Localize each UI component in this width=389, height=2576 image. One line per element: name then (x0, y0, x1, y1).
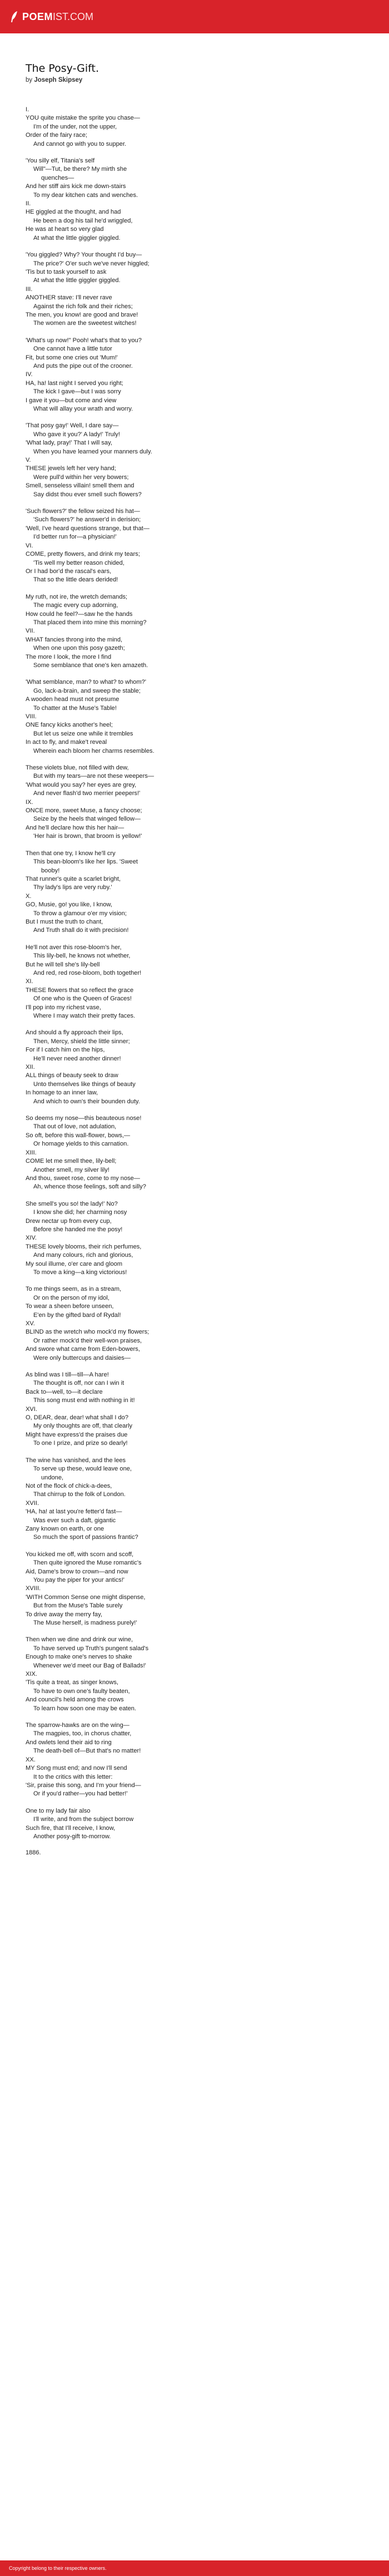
poem-line: 'You giggled? Why? Your thought I'd buy— (26, 251, 142, 259)
poem-line: At what the little giggler giggled. (33, 277, 121, 284)
poem-line: It to the critics with this letter: (33, 1773, 113, 1780)
poem-stanza (26, 1114, 363, 1192)
poem-line: That placed them into mine this morning? (33, 619, 147, 626)
poem-line: BLIND as the wretch who mock'd my flowers; (26, 1329, 149, 1336)
site-footer (0, 2560, 389, 2576)
poem-line: And cannot go with you to supper. (33, 140, 127, 147)
poem-line: To learn how soon one may be eaten. (33, 1705, 137, 1712)
poem-line: Go, lack-a-brain, and sweep the stable; (33, 687, 141, 694)
poem-line: One cannot have a little tutor (33, 346, 112, 353)
poem-line: To serve up these, would leave one, (33, 1465, 132, 1473)
poem-line: Fit, but some one cries out 'Mum!' (26, 354, 118, 361)
poem-line: The women are the sweetest witches! (33, 320, 137, 327)
poem-line: XVII. (26, 1499, 39, 1507)
poem-stanza (26, 764, 363, 841)
poem-line: Seize by the heels that winged fellow— (33, 816, 141, 823)
poem-line: Another posy-gift to-morrow. (33, 1833, 111, 1840)
poem-line: The magic every cup adorning, (33, 602, 118, 609)
poem-stanza (26, 1200, 363, 1277)
poem-line: XV. (26, 1320, 35, 1327)
poem-line: XVI. (26, 1405, 37, 1413)
poem-line: booby! (41, 867, 60, 874)
poem-line: I'm of the under, not the upper, (33, 123, 117, 130)
poem-line: I'll pop into my richest vase, (26, 1004, 101, 1011)
poem-line: What will allay your wrath and worry. (33, 406, 133, 412)
poem-line: Such fire, that I'll receive, I know, (26, 1824, 116, 1832)
poem-line: You pay the piper for your antics!' (33, 1576, 124, 1583)
poem-line: And thou, sweet rose, come to my nose— (26, 1175, 140, 1182)
poem-line: THESE flowers that so reflect the grace (26, 986, 134, 994)
poem-line: 'Such flowers?' he answer'd in derision; (33, 516, 141, 524)
poem-line: II. (26, 200, 31, 208)
poem-line: To one I prize, and prize so dearly! (33, 1440, 128, 1447)
poem-line: To drive away the merry fay, (26, 1611, 102, 1618)
poem-line: 'What semblance, man? to what? to whom?' (26, 679, 146, 686)
poem-stanza (26, 1457, 363, 1542)
poem-line: But let us seize one while it trembles (33, 730, 133, 737)
poem-line: Who gave it you?' A lady!' Truly! (33, 431, 120, 438)
poem-line: Was ever such a daft, gigantic (33, 1517, 116, 1524)
poem-line: I gave it you—but come and view (26, 397, 117, 404)
poem-line: Back to—well, to—it declare (26, 1388, 103, 1395)
poem-line: 'Well, I've heard questions strange, but that— (26, 525, 149, 532)
poem-line: IX. (26, 798, 33, 806)
poem-line: At what the little giggler giggled. (33, 234, 121, 241)
poem-line: To chatter at the Muse's Table! (33, 704, 117, 712)
poem-line: Might have express'd the praises due (26, 1431, 128, 1438)
poem-line: VI. (26, 542, 33, 549)
poem-line: Before she handed me the posy! (33, 1226, 123, 1233)
by-label: by (26, 77, 33, 83)
poem-line: The kick I gave—but I was sorry (33, 388, 121, 396)
poem-line: Some semblance that one's ken amazeth. (33, 662, 148, 669)
poem-line: He'll never need another dinner! (33, 1055, 121, 1062)
poem-line: Then that one try, I know he'll cry (26, 850, 116, 857)
poem-byline (26, 77, 363, 83)
poem-line: 'That posy gay!' Well, I dare say— (26, 422, 119, 430)
poem-line: YOU quite mistake the sprite you chase— (26, 115, 140, 122)
poem-line: ONCE more, sweet Muse, a fancy choose; (26, 807, 142, 815)
poem-line: MY Song must end; and now I'll send (26, 1765, 127, 1772)
poem-stanza (26, 1285, 363, 1363)
poem-stanza (26, 157, 363, 243)
poem-date: 1886. (26, 1849, 41, 1857)
poem-line: Wherein each bloom her charms resembles. (33, 747, 154, 754)
poem-line: 'Tis well my better reason chided, (33, 559, 124, 566)
poem-line: XIX. (26, 1671, 37, 1678)
poem-line: ALL things of beauty seek to draw (26, 1072, 118, 1079)
poem-line: To wear a sheen before unseen, (26, 1303, 114, 1310)
poem-line: XX. (26, 1756, 36, 1763)
poem-line: Then when we dine and drink our wine, (26, 1636, 133, 1644)
poem-line: Not of the flock of chick-a-dees, (26, 1482, 112, 1489)
poem-line: And owlets lend their aid to ring (26, 1739, 112, 1746)
poem-title: The Posy-Gift. (26, 62, 99, 75)
poem-line: In act to fly, and make't reveal (26, 739, 107, 746)
poem-line: This lily-bell, he knows not whether, (33, 953, 131, 960)
poem-line: My only thoughts are off, that clearly (33, 1423, 133, 1430)
poem-line: The death-bell of—But that's no matter! (33, 1748, 141, 1755)
poem-line: THESE lovely blooms, their rich perfumes, (26, 1243, 142, 1250)
poem-line: 'Tis but to task yourself to ask (26, 268, 107, 275)
poem-stanza (26, 106, 363, 149)
poem-line: But from the Muse's Table surely (33, 1602, 123, 1610)
poem-line: And he'll declare how this her hair— (26, 824, 124, 831)
poem-line: That chirrup to the folk of London. (33, 1491, 126, 1498)
poem-line: Unto themselves like things of beauty (33, 1080, 136, 1088)
poem-stanza (26, 251, 363, 328)
poem-line: When you have learned your manners duly. (33, 448, 152, 455)
poem-line: 'What lady, pray!' That I will say, (26, 440, 112, 447)
poem-line: And which to own's their bounden duty. (33, 1098, 140, 1105)
poem-line: Or I had bor'd the rascal's ears, (26, 567, 112, 575)
poem-line: To me things seem, as in a stream, (26, 1286, 122, 1293)
poem-line: XIII. (26, 1149, 37, 1156)
poem-line: My soul illume, o'er care and gloom (26, 1260, 123, 1267)
poem-line: XVIII. (26, 1585, 41, 1592)
poem-line: COME let me smell thee, lily-bell; (26, 1158, 117, 1165)
poem-line: Ah, whence those feelings, soft and silly? (33, 1183, 146, 1191)
poem-line: 'HA, ha! at last you're fetter'd fast— (26, 1508, 122, 1516)
poem-line: One to my lady fair also (26, 1807, 91, 1814)
poem-line: Thy lady's lips are very ruby.' (33, 884, 112, 891)
poem-line: ONE fancy kicks another's heel; (26, 722, 113, 729)
poem-line: To my dear kitchen cats and wenches. (33, 191, 138, 199)
poem-line: ANOTHER stave: I'll never rave (26, 294, 112, 302)
poem-line: Were pull'd within her very bowers; (33, 473, 129, 481)
poem-line: XIV. (26, 1235, 37, 1242)
poem-line: Or on the person of my idol, (33, 1294, 109, 1301)
poem-body (26, 106, 363, 1841)
poem-stanza (26, 507, 363, 585)
poem-line: The magpies, too, in chorus chatter, (33, 1730, 132, 1738)
poem-line: quenches— (41, 174, 74, 181)
poem-line: As blind was I till—till—A hare! (26, 1371, 109, 1379)
poem-line: E'en by the gifted bard of Rydal! (33, 1311, 121, 1319)
poem-line: undone, (41, 1474, 64, 1481)
poem-line: A wooden head must not presume (26, 696, 119, 703)
poem-line: The sparrow-hawks are on the wing— (26, 1722, 129, 1729)
poem-line: Will"—Tut, be there? My mirth she (33, 166, 127, 173)
poem-line: And swore what came from Eden-bowers, (26, 1346, 140, 1353)
poem-line: Zany known on earth, or one (26, 1525, 104, 1532)
poem-line: To move a king—a king victorious! (33, 1269, 127, 1276)
poem-stanza (26, 1636, 363, 1713)
copyright-text: Copyright belong to their respective owners. (9, 2565, 107, 2571)
poem-line: 'Such flowers?' the fellow seized his hat— (26, 508, 140, 515)
poem-line: Against the rich folk and their riches; (33, 303, 133, 310)
poem-line: She smell's you so! the lady!' No? (26, 1200, 118, 1207)
poem-line: And never flash'd two merrier peepers!' (33, 790, 141, 797)
poem-line: To have served up Truth's pungent salad's (33, 1645, 149, 1652)
poem-stanza (26, 1807, 363, 1842)
poem-stanza (26, 1721, 363, 1799)
poem-line: X. (26, 892, 32, 900)
poem-stanza (26, 678, 363, 756)
poem-stanza (26, 1029, 363, 1106)
poem-line: The men, you know! are good and brave! (26, 311, 138, 318)
poem-line: Of one who is the Queen of Graces! (33, 995, 132, 1003)
poem-line: That so the little dears derided! (33, 576, 118, 584)
poem-line: For if I catch him on the hips, (26, 1047, 105, 1054)
poem-line: Then quite ignored the Muse romantic's (33, 1560, 142, 1567)
poem-line: But I must the truth to chant, (26, 918, 103, 925)
poem-line: 'Her hair is brown, that broom is yellow!' (33, 833, 142, 840)
poem-line: 'WITH Common Sense one might dispense, (26, 1593, 146, 1601)
poem-line: And council's held among the crows (26, 1696, 124, 1704)
poem-line: COME, pretty flowers, and drink my tears; (26, 551, 140, 558)
poem-stanza (26, 593, 363, 670)
quill-icon (10, 11, 19, 23)
poem-line: And puts the pipe out of the crooner. (33, 362, 133, 369)
poem-line: I know she did; her charming nosy (33, 1209, 127, 1216)
poem-line: So deems my nose—this beauteous nose! (26, 1115, 142, 1122)
poem-line: 'Tis quite a treat, as singer knows, (26, 1679, 118, 1686)
poem-line: The Muse herself, is madness purely!' (33, 1620, 137, 1626)
poem-line: Say didst thou ever smell such flowers? (33, 491, 142, 498)
poem-stanza (26, 944, 363, 1021)
poem-line: So much the sport of passions frantic? (33, 1534, 138, 1541)
poem-line: Or rather mock'd their well-won praises, (33, 1337, 142, 1344)
poem-line: This song must end with nothing in it! (33, 1397, 135, 1404)
poem-line: Were only buttercups and daisies— (33, 1354, 131, 1361)
poem-line: And Truth shall do it with precision! (33, 927, 129, 934)
poem-line: He was at heart so very glad (26, 226, 104, 233)
site-logo[interactable] (10, 11, 93, 23)
poem-line: The wine has vanished, and the lees (26, 1457, 126, 1464)
poem-line: This bean-bloom's like her lips. 'Sweet (33, 858, 138, 866)
poem-line: And should a fly approach their lips, (26, 1029, 123, 1037)
poem-line: But he will tell she's lily-bell (26, 961, 100, 968)
poem-line: VII. (26, 628, 35, 635)
poem-line: You kicked me off, with scorn and scoff, (26, 1551, 134, 1558)
poem-line: So oft, before this wall-flower, bows,— (26, 1132, 131, 1139)
poem-line: My ruth, not ire, the wretch demands; (26, 593, 128, 600)
poem-line: I. (26, 106, 29, 113)
poem-line: That runner's quite a scarlet bright, (26, 875, 121, 882)
poem-line: The thought is off, nor can I win it (33, 1380, 124, 1387)
poem-line: The more I look, the more I find (26, 653, 112, 660)
poem-line: How could he feel?—saw he the hands (26, 610, 133, 618)
poem-line: To throw a glamour o'er my vision; (33, 910, 127, 917)
poem-line: III. (26, 285, 33, 293)
poem-line: And her stiff airs kick me down-stairs (26, 183, 126, 190)
author-link[interactable]: Joseph Skipsey (34, 77, 83, 83)
poem-line: Drew nectar up from every cup, (26, 1217, 112, 1225)
poem-line: And red, red rose-bloom, both together! (33, 969, 142, 976)
poem-line: When one upon this posy gazeth; (33, 645, 125, 652)
poem-line: Or homage yields to this carnation. (33, 1141, 129, 1148)
poem-line: GO, Musie, go! you like, I know, (26, 901, 112, 909)
poem-stanza (26, 422, 363, 499)
poem-line: WHAT fancies throng into the mind, (26, 636, 123, 643)
poem-container (0, 33, 389, 1856)
poem-line: Smell, senseless villain! smell them and (26, 482, 134, 490)
poem-stanza (26, 337, 363, 414)
poem-line: V. (26, 457, 31, 464)
poem-line: I'll write, and from the subject borrow (33, 1816, 134, 1823)
poem-line: 'Sir, praise this song, and I'm your friend— (26, 1782, 141, 1789)
poem-stanza (26, 1551, 363, 1628)
poem-line: XII. (26, 1064, 35, 1071)
logo-domain: IST.COM (53, 11, 94, 22)
poem-line: Enough to make one's nerves to shake (26, 1654, 132, 1661)
poem-line: These violets blue, not filled with dew, (26, 764, 129, 772)
poem-line: That out of love, not adulation, (33, 1123, 117, 1131)
poem-line: IV. (26, 371, 33, 378)
poem-line: 'What's up now!" Pooh! what's that to you? (26, 337, 142, 344)
poem-stanza (26, 850, 363, 935)
poem-line: Aid, Dame's brow to crown—and now (26, 1568, 128, 1575)
poem-line: 'You silly elf, Titania's self (26, 157, 95, 165)
poem-line: And many colours, rich and glorious, (33, 1252, 133, 1259)
logo-brand: POEM (22, 11, 53, 22)
poem-line: THESE jewels left her very hand; (26, 465, 116, 472)
poem-stanza (26, 1371, 363, 1448)
poem-line: Whenever we'd meet our Bag of Ballads!' (33, 1662, 146, 1669)
poem-line: The price?' O'er such we've never higgled; (33, 260, 149, 267)
poem-line: Another smell, my silver lily! (33, 1166, 109, 1173)
poem-line: Then, Mercy, shield the little sinner; (33, 1038, 130, 1045)
poem-line: HE giggled at the thought, and had (26, 209, 121, 216)
poem-line: Where I may watch their pretty faces. (33, 1013, 136, 1019)
poem-line: HA, ha! last night I served you right; (26, 379, 123, 387)
site-header (0, 0, 389, 33)
poem-line: VIII. (26, 713, 37, 720)
poem-line: But with my tears—are not these weepers— (33, 773, 154, 780)
poem-line: O, DEAR, dear, dear! what shall I do? (26, 1414, 128, 1422)
poem-line: He'll not aver this rose-bloom's her, (26, 944, 122, 951)
poem-line: Order of the fairy race; (26, 132, 87, 139)
poem-line: 'What would you say? her eyes are grey, (26, 781, 137, 788)
poem-line: XI. (26, 978, 33, 985)
poem-line: To have to own one's faulty beaten, (33, 1687, 130, 1695)
poem-line: I'd better run for—a physician!' (33, 534, 117, 541)
poem-line: Or if you'd rather—you had better!' (33, 1790, 128, 1798)
poem-line: He been a dog his tail he'd wriggled, (33, 217, 133, 224)
poem-line: In homage to an inner law, (26, 1089, 98, 1097)
